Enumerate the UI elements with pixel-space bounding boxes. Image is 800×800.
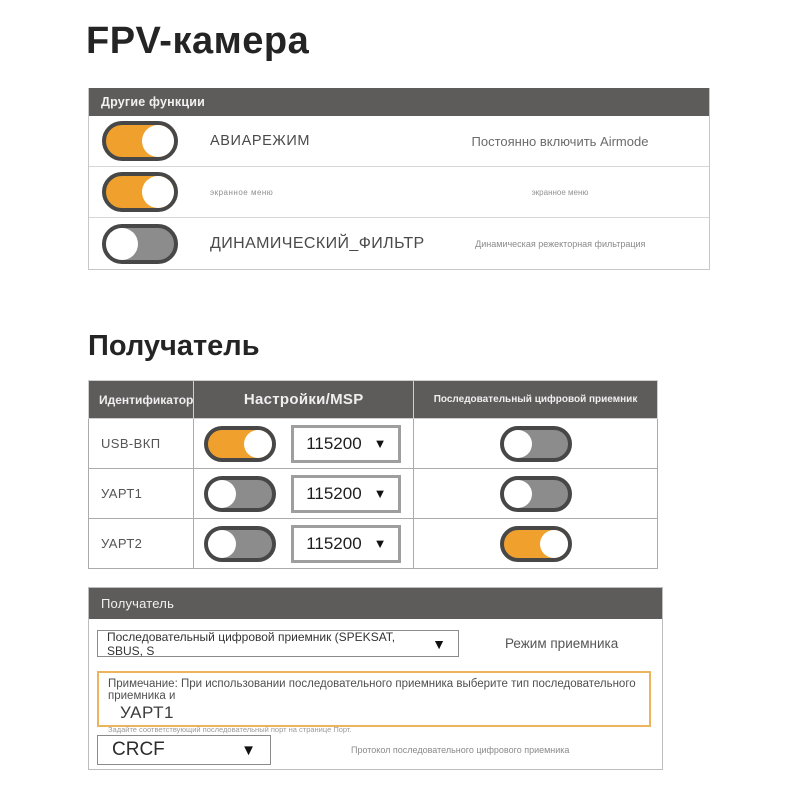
- dropdown-arrow-icon: ▼: [373, 536, 387, 551]
- feature-description: Динамическая режекторная фильтрация: [475, 238, 646, 249]
- baud-rate-select[interactable]: [291, 425, 401, 463]
- receiver-section-title: Получатель: [88, 330, 260, 362]
- serial-ports-table: [88, 380, 658, 569]
- table-row: [89, 419, 658, 469]
- receiver-mode-select[interactable]: [97, 630, 459, 657]
- feature-label: экранное меню: [210, 187, 274, 197]
- toggle-knob: [142, 176, 174, 208]
- dropdown-arrow-icon: ▼: [373, 436, 387, 451]
- msp-cell: [194, 475, 413, 513]
- baud-rate-value: 115200: [306, 483, 362, 503]
- msp-cell: [194, 525, 413, 563]
- toggle-knob: [504, 480, 532, 508]
- receiver-panel: [88, 587, 663, 770]
- dropdown-arrow-icon: ▼: [432, 635, 446, 652]
- col-header-identifier: Идентификатор: [89, 381, 194, 419]
- receiver-protocol-row: [97, 735, 654, 765]
- feature-description: экранное меню: [531, 187, 589, 197]
- airmode-toggle[interactable]: [102, 121, 178, 161]
- port-identifier: УАРТ1: [89, 469, 194, 519]
- col-header-serial-rx: Последовательный цифровой приемник: [414, 381, 658, 419]
- msp-cell: [194, 425, 413, 463]
- receiver-mode-value: Последовательный цифровой приемник (SPEKSAT, SBUS, S: [107, 629, 396, 658]
- receiver-protocol-label: Протокол последовательного цифрового приемника: [351, 745, 570, 755]
- receiver-mode-row: [97, 630, 654, 657]
- baud-rate-select[interactable]: [291, 525, 401, 563]
- receiver-panel-header-label: Получатель: [101, 596, 175, 611]
- toggle-knob: [244, 430, 272, 458]
- table-row: [89, 519, 658, 569]
- toggle-knob: [142, 125, 174, 157]
- msp-toggle[interactable]: [204, 426, 276, 462]
- port-identifier: USB-ВКП: [89, 419, 194, 469]
- note-text: Примечание: При использовании последовательного приемника выберите тип последовательного приемника и: [108, 678, 636, 702]
- receiver-protocol-select[interactable]: [97, 735, 271, 765]
- other-functions-header-label: Другие функции: [101, 95, 206, 109]
- feature-row-dynamic-filter: [89, 218, 709, 269]
- baud-rate-value: 115200: [306, 533, 362, 553]
- msp-toggle[interactable]: [204, 476, 276, 512]
- other-functions-header: [89, 88, 709, 116]
- receiver-panel-header: [89, 588, 662, 619]
- feature-row-airmode: [89, 116, 709, 167]
- serial-rx-toggle[interactable]: [500, 476, 572, 512]
- port-identifier: УАРТ2: [89, 519, 194, 569]
- table-row: [89, 469, 658, 519]
- feature-label: ДИНАМИЧЕСКИЙ_ФИЛЬТР: [210, 234, 425, 252]
- osd-toggle[interactable]: [102, 172, 178, 212]
- toggle-knob: [208, 530, 236, 558]
- other-functions-panel: [88, 88, 710, 270]
- dynamic-filter-toggle[interactable]: [102, 224, 178, 264]
- feature-row-osd: [89, 167, 709, 218]
- baud-rate-select[interactable]: [291, 475, 401, 513]
- toggle-knob: [540, 530, 568, 558]
- page-title: FPV-камера: [86, 20, 310, 62]
- serial-rx-toggle[interactable]: [500, 526, 572, 562]
- receiver-protocol-value: CRCF: [112, 739, 165, 760]
- feature-description: Постоянно включить Airmode: [471, 133, 649, 149]
- table-header-row: [89, 381, 658, 419]
- dropdown-arrow-icon: ▼: [241, 741, 256, 759]
- note-uart: УАРТ1: [120, 703, 174, 722]
- toggle-knob: [504, 430, 532, 458]
- note-hint: Задайте соответствующий последовательный порт на странице Порт.: [108, 725, 352, 734]
- dropdown-arrow-icon: ▼: [373, 486, 387, 501]
- toggle-knob: [106, 228, 138, 260]
- msp-toggle[interactable]: [204, 526, 276, 562]
- toggle-knob: [208, 480, 236, 508]
- serial-rx-toggle[interactable]: [500, 426, 572, 462]
- baud-rate-value: 115200: [306, 433, 362, 453]
- col-header-msp: Настройки/MSP: [194, 381, 414, 419]
- feature-label: АВИАРЕЖИМ: [210, 133, 311, 149]
- receiver-note: [97, 671, 651, 734]
- receiver-mode-label: Режим приемника: [505, 636, 619, 651]
